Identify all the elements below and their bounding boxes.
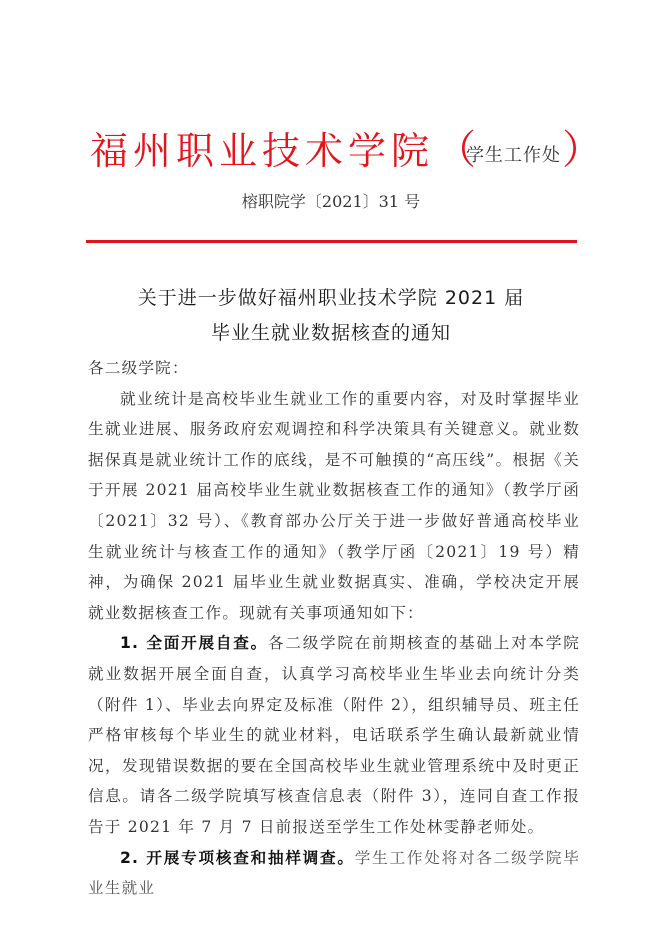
doc-title-line-2: 毕业生就业数据核查的通知 (210, 322, 451, 344)
item-text-2: 学生工作处将对各二级学院毕业生就业 (88, 848, 581, 898)
item-text-1: 各二级学院在前期核查的基础上对本学院就业数据开展全面自查，认真学习高校毕业生毕业去向统计分类（附件 1）、毕业去向界定及标准（附件 2），组织辅导员、班主任严格审核每个毕业生的就业材料，电话联系学生确认最新就业情况，发现错误数据的要在全国高校毕业生就业管理系统中及时更正信息。请各二级学院填写核查信息表（附件 3），连同自查工作报告于 2021 年 7 月 7 日前报送至学生工作处林雯静老师处。 (88, 634, 580, 836)
item-heading-1: 1. 全面开展自查。 (120, 634, 268, 653)
red-divider-line (86, 240, 577, 243)
doc-title-line-1: 关于进一步做好福州职业技术学院 2021 届 (137, 287, 525, 309)
intro-paragraph: 就业统计是高校毕业生就业工作的重要内容，对及时掌握毕业生就业进展、服务政府宏观调控和科学决策具有关键意义。就业数据保真是就业统计工作的底线，是不可触摸的“高压线”。根据《关于开展 2021 届高校毕业生就业数据核查工作的通知》（教学厅函〔2021〕32 号）、《教育部办公厅关于进一步做好普通高校毕业生就业统计与核查工作的通知》（教学厅函〔2021〕19 号）精神，为确保 2021 届毕业生就业数据真实、准确，学校决定开展就业数据核查工作。现就有关事项通知如下： (88, 389, 580, 622)
close-paren: ） (562, 127, 602, 173)
open-paren: （ (436, 127, 476, 173)
item-paragraph-1 (88, 628, 580, 842)
department-name: 学生工作处 (466, 145, 561, 166)
masthead (86, 126, 602, 182)
document-body (88, 353, 580, 904)
salutation: 各二级学院： (88, 359, 189, 377)
item-paragraph-2 (88, 843, 580, 904)
org-name: 福州职业技术学院 (90, 129, 435, 173)
document-number: 榕职院学〔2021〕31 号 (241, 192, 421, 211)
item-heading-2: 2. 开展专项核查和抽样调查。 (120, 848, 355, 867)
